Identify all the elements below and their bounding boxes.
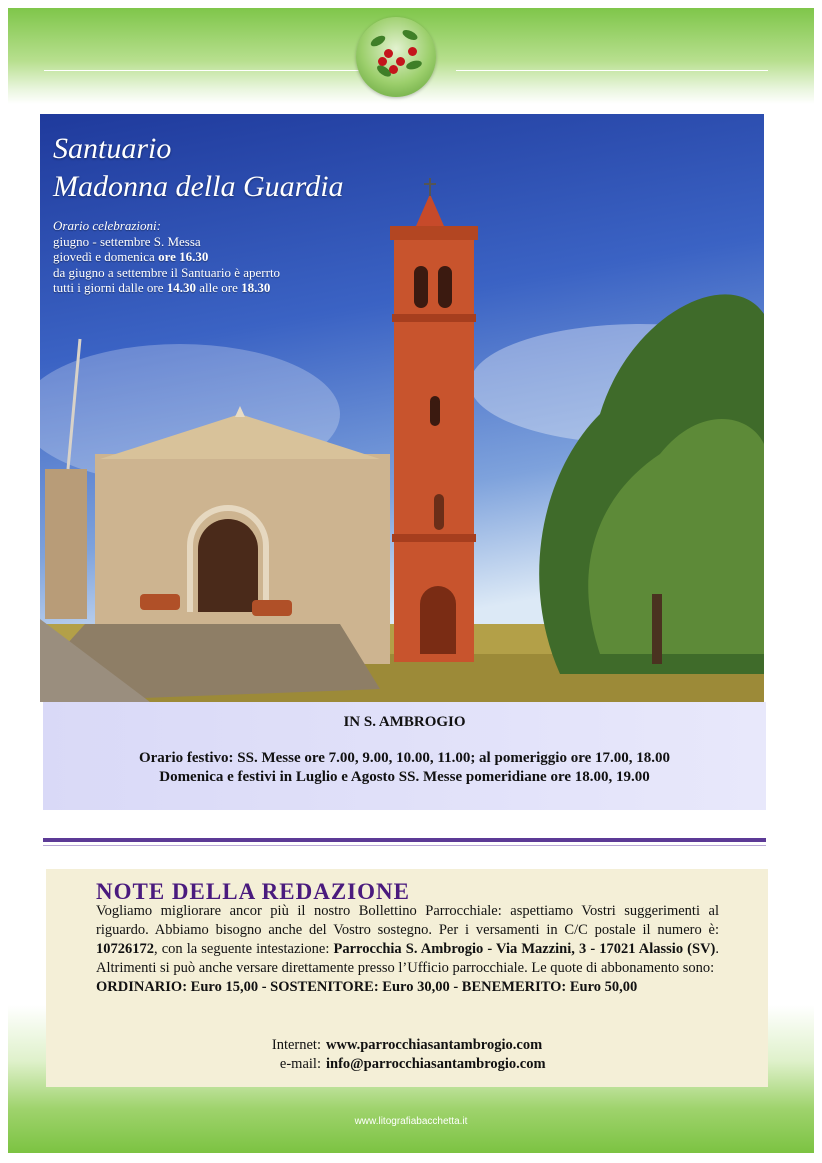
schedule-line2: giovedì e domenica ore 16.30 — [53, 249, 209, 264]
account-number: 10726172 — [96, 941, 154, 957]
cherry-ornament-icon — [356, 17, 436, 97]
email-label: e-mail: — [279, 1056, 321, 1072]
email-link[interactable]: info@parrocchiasantambrogio.com — [326, 1056, 546, 1072]
sanctuary-title-line1: Santuario — [53, 132, 172, 165]
schedule-line3: da giugno a settembre il Santuario è aperrto — [53, 264, 281, 280]
parish-address: Parrocchia S. Ambrogio - Via Mazzini, 3 - 17021 Alassio (SV) — [333, 941, 716, 957]
mass-times-title: IN S. AMBROGIO — [343, 714, 466, 730]
mass-times-festive: Orario festivo: SS. Messe ore 7.00, 9.00, 10.00, 11.00; al pomeriggio ore 17.00, 18.00 — [138, 750, 671, 766]
contact-info — [259, 1036, 546, 1074]
top-divider-right — [456, 70, 768, 71]
section-divider-shadow — [43, 845, 766, 846]
sanctuary-title-line2: Madonna della Guardia — [53, 170, 344, 203]
sanctuary-caption — [53, 130, 344, 296]
mass-times-summer: Domenica e festivi in Luglio e Agosto SS. Messe pomeridiane ore 18.00, 19.00 — [159, 769, 650, 785]
footer-url[interactable]: www.litografiabacchetta.it — [354, 1116, 468, 1127]
editorial-note-title: NOTE DELLA REDAZIONE — [96, 879, 410, 904]
sanctuary-photo — [40, 114, 764, 702]
top-divider-left — [44, 70, 362, 71]
website-link[interactable]: www.parrocchiasantambrogio.com — [326, 1037, 543, 1053]
schedule-line1: giugno - settembre S. Messa — [53, 233, 201, 249]
subscription-fees: ORDINARIO: Euro 15,00 - SOSTENITORE: Euro 30,00 - BENEMERITO: Euro 50,00 — [96, 979, 638, 995]
schedule-line4: tutti i giorni dalle ore 14.30 alle ore 18.30 — [53, 280, 271, 295]
mass-times-box — [43, 702, 766, 810]
editorial-note-body: Vogliamo migliorare ancor più il nostro Bollettino Parrocchiale: aspettiamo Vostri suggerimenti al riguardo. Abbiamo bisogno anche del Vostro sostegno. Per i versamenti in C/C postale il numero è: 10726172, con la seguente intestazione: Parrocchia S. Ambrogio - Via Mazzini, 3 - 17021 Alassio (SV). Altrimenti si può anche versare direttamente presso l’Ufficio parrocchiale. Le quote di abbonamento sono: ORDINARIO: Euro 15,00 - SOSTENITORE: Euro 30,00 - BENEMERITO: Euro 50,00 — [96, 903, 719, 995]
internet-label: Internet: — [271, 1037, 321, 1053]
section-divider — [43, 838, 766, 842]
editorial-note-box — [46, 869, 768, 1087]
schedule-label: Orario celebrazioni: — [53, 218, 161, 233]
